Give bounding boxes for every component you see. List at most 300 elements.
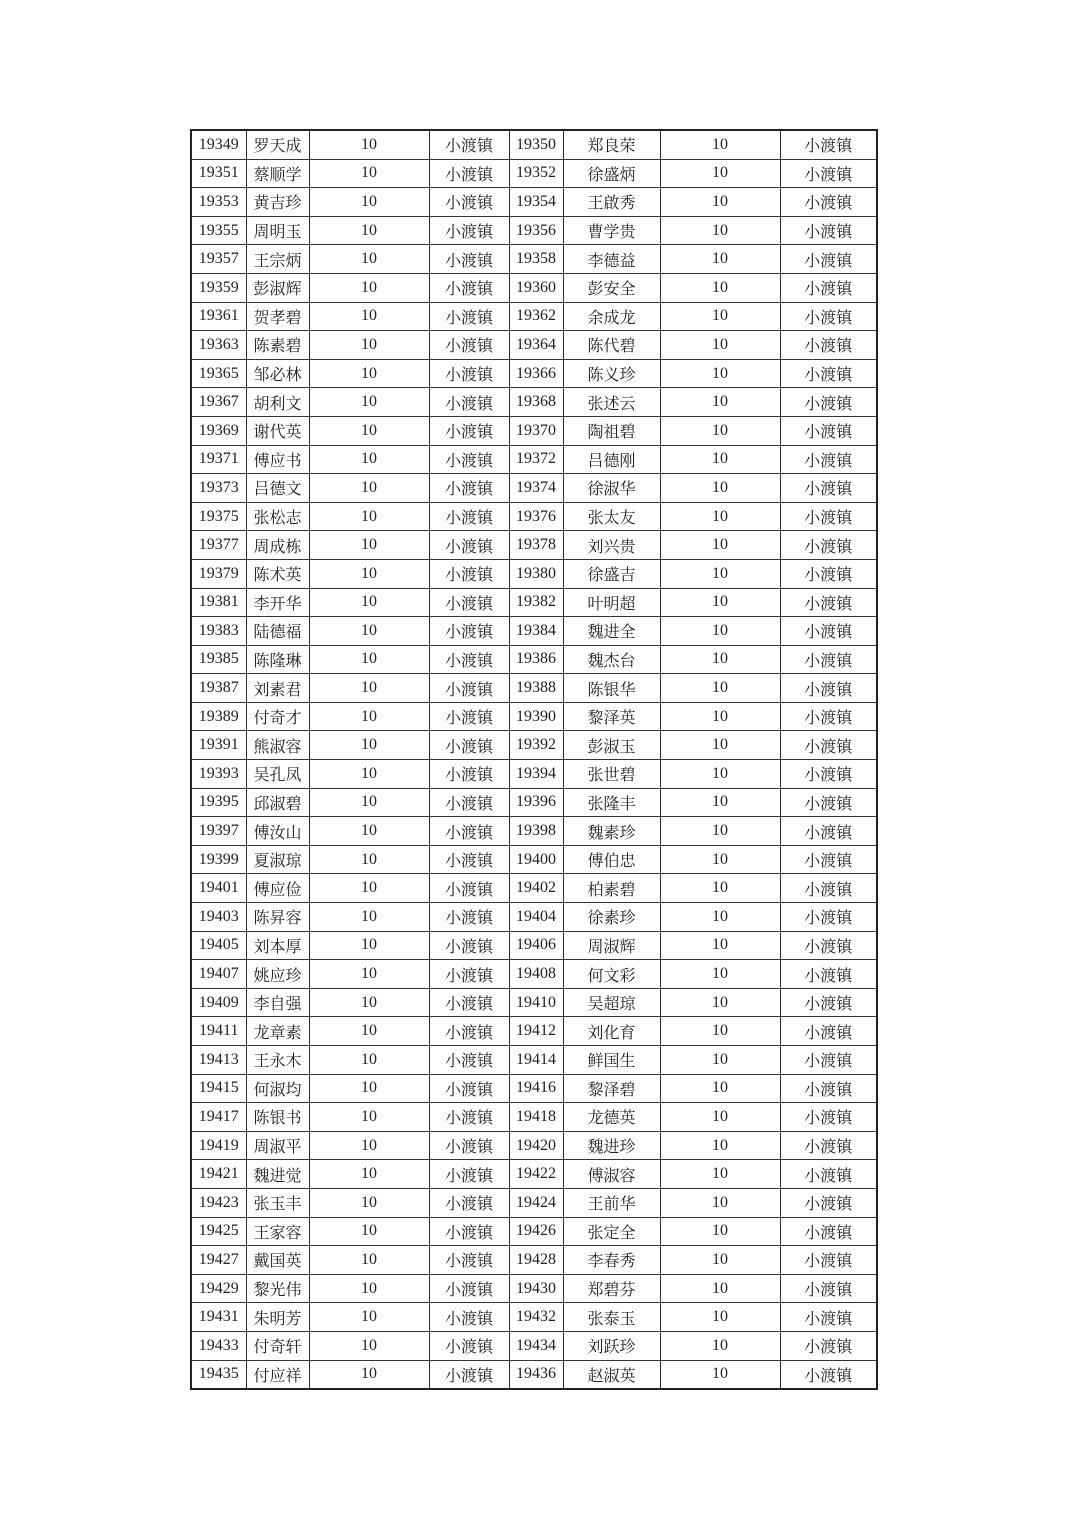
left-person-name-cell: 谢代英: [246, 416, 309, 445]
right-person-name-cell: 傅伯忠: [563, 845, 660, 874]
right-amount-cell: 10: [660, 1131, 780, 1160]
right-record-id-cell: 19388: [509, 674, 563, 703]
right-town-name-cell: 小渡镇: [780, 588, 877, 617]
right-amount-cell: 10: [660, 645, 780, 674]
left-person-name-cell: 李自强: [246, 988, 309, 1017]
left-town-name-cell: 小渡镇: [429, 760, 509, 789]
left-amount-cell: 10: [309, 1331, 429, 1360]
left-amount-cell: 10: [309, 359, 429, 388]
left-town-name-cell: 小渡镇: [429, 731, 509, 760]
right-person-name-cell: 郑良荣: [563, 130, 660, 159]
left-town-name-cell: 小渡镇: [429, 1046, 509, 1075]
right-person-name-cell: 彭淑玉: [563, 731, 660, 760]
right-amount-cell: 10: [660, 502, 780, 531]
right-amount-cell: 10: [660, 1188, 780, 1217]
right-town-name-cell: 小渡镇: [780, 788, 877, 817]
right-amount-cell: 10: [660, 273, 780, 302]
left-person-name-cell: 付奇才: [246, 702, 309, 731]
right-record-id-cell: 19412: [509, 1017, 563, 1046]
right-record-id-cell: 19398: [509, 817, 563, 846]
left-town-name-cell: 小渡镇: [429, 1246, 509, 1275]
table-row: [191, 1074, 877, 1103]
left-town-name-cell: 小渡镇: [429, 1017, 509, 1046]
right-town-name-cell: 小渡镇: [780, 531, 877, 560]
left-amount-cell: 10: [309, 130, 429, 159]
right-amount-cell: 10: [660, 731, 780, 760]
left-person-name-cell: 朱明芳: [246, 1303, 309, 1332]
table-row: [191, 1160, 877, 1189]
left-town-name-cell: 小渡镇: [429, 874, 509, 903]
right-amount-cell: 10: [660, 960, 780, 989]
left-town-name-cell: 小渡镇: [429, 159, 509, 188]
right-town-name-cell: 小渡镇: [780, 1046, 877, 1075]
right-record-id-cell: 19384: [509, 617, 563, 646]
left-town-name-cell: 小渡镇: [429, 1331, 509, 1360]
right-town-name-cell: 小渡镇: [780, 1274, 877, 1303]
left-record-id-cell: 19409: [191, 988, 246, 1017]
left-record-id-cell: 19397: [191, 817, 246, 846]
left-person-name-cell: 周明玉: [246, 216, 309, 245]
left-person-name-cell: 周成栋: [246, 531, 309, 560]
right-record-id-cell: 19400: [509, 845, 563, 874]
right-town-name-cell: 小渡镇: [780, 331, 877, 360]
left-town-name-cell: 小渡镇: [429, 1217, 509, 1246]
left-person-name-cell: 陈昇容: [246, 903, 309, 932]
right-person-name-cell: 叶明超: [563, 588, 660, 617]
left-town-name-cell: 小渡镇: [429, 1188, 509, 1217]
left-town-name-cell: 小渡镇: [429, 617, 509, 646]
left-person-name-cell: 陈银书: [246, 1103, 309, 1132]
right-person-name-cell: 陈代碧: [563, 331, 660, 360]
right-town-name-cell: 小渡镇: [780, 988, 877, 1017]
table-row: [191, 1188, 877, 1217]
table-row: [191, 531, 877, 560]
right-town-name-cell: 小渡镇: [780, 1131, 877, 1160]
table-row: [191, 588, 877, 617]
right-person-name-cell: 赵淑英: [563, 1360, 660, 1389]
right-person-name-cell: 徐素珍: [563, 903, 660, 932]
right-record-id-cell: 19432: [509, 1303, 563, 1332]
right-record-id-cell: 19416: [509, 1074, 563, 1103]
right-record-id-cell: 19392: [509, 731, 563, 760]
right-person-name-cell: 张定全: [563, 1217, 660, 1246]
left-town-name-cell: 小渡镇: [429, 817, 509, 846]
right-person-name-cell: 陶祖碧: [563, 416, 660, 445]
right-person-name-cell: 王前华: [563, 1188, 660, 1217]
left-record-id-cell: 19385: [191, 645, 246, 674]
right-record-id-cell: 19424: [509, 1188, 563, 1217]
left-person-name-cell: 龙章素: [246, 1017, 309, 1046]
right-amount-cell: 10: [660, 245, 780, 274]
right-town-name-cell: 小渡镇: [780, 445, 877, 474]
right-person-name-cell: 周淑辉: [563, 931, 660, 960]
left-town-name-cell: 小渡镇: [429, 416, 509, 445]
table-row: [191, 1360, 877, 1389]
left-person-name-cell: 黎光伟: [246, 1274, 309, 1303]
left-record-id-cell: 19351: [191, 159, 246, 188]
left-amount-cell: 10: [309, 674, 429, 703]
right-person-name-cell: 黎泽碧: [563, 1074, 660, 1103]
left-person-name-cell: 刘本厚: [246, 931, 309, 960]
left-record-id-cell: 19429: [191, 1274, 246, 1303]
left-record-id-cell: 19363: [191, 331, 246, 360]
left-amount-cell: 10: [309, 216, 429, 245]
left-town-name-cell: 小渡镇: [429, 359, 509, 388]
left-town-name-cell: 小渡镇: [429, 588, 509, 617]
table-row: [191, 988, 877, 1017]
left-record-id-cell: 19423: [191, 1188, 246, 1217]
right-record-id-cell: 19374: [509, 474, 563, 503]
left-town-name-cell: 小渡镇: [429, 845, 509, 874]
left-person-name-cell: 黄吉珍: [246, 188, 309, 217]
left-person-name-cell: 魏进觉: [246, 1160, 309, 1189]
right-person-name-cell: 王啟秀: [563, 188, 660, 217]
left-record-id-cell: 19427: [191, 1246, 246, 1275]
right-town-name-cell: 小渡镇: [780, 502, 877, 531]
left-person-name-cell: 陆德福: [246, 617, 309, 646]
right-town-name-cell: 小渡镇: [780, 474, 877, 503]
left-person-name-cell: 李开华: [246, 588, 309, 617]
right-person-name-cell: 魏素珍: [563, 817, 660, 846]
table-row: [191, 931, 877, 960]
table-row: [191, 645, 877, 674]
left-record-id-cell: 19357: [191, 245, 246, 274]
right-amount-cell: 10: [660, 388, 780, 417]
right-record-id-cell: 19364: [509, 331, 563, 360]
right-record-id-cell: 19418: [509, 1103, 563, 1132]
left-record-id-cell: 19411: [191, 1017, 246, 1046]
left-record-id-cell: 19405: [191, 931, 246, 960]
left-person-name-cell: 戴国英: [246, 1246, 309, 1275]
right-record-id-cell: 19386: [509, 645, 563, 674]
left-amount-cell: 10: [309, 474, 429, 503]
right-record-id-cell: 19414: [509, 1046, 563, 1075]
left-person-name-cell: 傅汝山: [246, 817, 309, 846]
left-amount-cell: 10: [309, 273, 429, 302]
left-amount-cell: 10: [309, 531, 429, 560]
left-record-id-cell: 19421: [191, 1160, 246, 1189]
left-town-name-cell: 小渡镇: [429, 273, 509, 302]
left-amount-cell: 10: [309, 1017, 429, 1046]
left-amount-cell: 10: [309, 788, 429, 817]
left-amount-cell: 10: [309, 388, 429, 417]
right-record-id-cell: 19354: [509, 188, 563, 217]
left-amount-cell: 10: [309, 645, 429, 674]
right-amount-cell: 10: [660, 331, 780, 360]
left-amount-cell: 10: [309, 988, 429, 1017]
right-town-name-cell: 小渡镇: [780, 817, 877, 846]
right-amount-cell: 10: [660, 903, 780, 932]
left-record-id-cell: 19425: [191, 1217, 246, 1246]
left-amount-cell: 10: [309, 559, 429, 588]
table-row: [191, 788, 877, 817]
left-record-id-cell: 19377: [191, 531, 246, 560]
right-town-name-cell: 小渡镇: [780, 645, 877, 674]
left-town-name-cell: 小渡镇: [429, 130, 509, 159]
table-row: [191, 1246, 877, 1275]
left-town-name-cell: 小渡镇: [429, 1303, 509, 1332]
left-record-id-cell: 19375: [191, 502, 246, 531]
right-town-name-cell: 小渡镇: [780, 188, 877, 217]
right-amount-cell: 10: [660, 817, 780, 846]
right-record-id-cell: 19368: [509, 388, 563, 417]
right-person-name-cell: 彭安全: [563, 273, 660, 302]
right-town-name-cell: 小渡镇: [780, 760, 877, 789]
left-town-name-cell: 小渡镇: [429, 903, 509, 932]
table-row: [191, 502, 877, 531]
left-person-name-cell: 蔡顺学: [246, 159, 309, 188]
left-amount-cell: 10: [309, 1303, 429, 1332]
right-amount-cell: 10: [660, 1217, 780, 1246]
right-town-name-cell: 小渡镇: [780, 159, 877, 188]
table-row: [191, 273, 877, 302]
right-town-name-cell: 小渡镇: [780, 1017, 877, 1046]
right-person-name-cell: 吕德刚: [563, 445, 660, 474]
left-town-name-cell: 小渡镇: [429, 502, 509, 531]
right-town-name-cell: 小渡镇: [780, 1074, 877, 1103]
left-town-name-cell: 小渡镇: [429, 960, 509, 989]
left-person-name-cell: 贺孝碧: [246, 302, 309, 331]
left-town-name-cell: 小渡镇: [429, 645, 509, 674]
right-record-id-cell: 19350: [509, 130, 563, 159]
right-record-id-cell: 19382: [509, 588, 563, 617]
left-amount-cell: 10: [309, 416, 429, 445]
left-person-name-cell: 陈隆琳: [246, 645, 309, 674]
left-amount-cell: 10: [309, 245, 429, 274]
right-amount-cell: 10: [660, 1331, 780, 1360]
left-town-name-cell: 小渡镇: [429, 1103, 509, 1132]
left-amount-cell: 10: [309, 1217, 429, 1246]
right-town-name-cell: 小渡镇: [780, 1103, 877, 1132]
left-person-name-cell: 王永木: [246, 1046, 309, 1075]
right-person-name-cell: 刘跃珍: [563, 1331, 660, 1360]
table-row: [191, 817, 877, 846]
right-town-name-cell: 小渡镇: [780, 931, 877, 960]
left-amount-cell: 10: [309, 502, 429, 531]
left-record-id-cell: 19369: [191, 416, 246, 445]
left-town-name-cell: 小渡镇: [429, 331, 509, 360]
right-record-id-cell: 19404: [509, 903, 563, 932]
table-row: [191, 1274, 877, 1303]
left-person-name-cell: 夏淑琼: [246, 845, 309, 874]
right-person-name-cell: 徐淑华: [563, 474, 660, 503]
left-amount-cell: 10: [309, 1046, 429, 1075]
right-amount-cell: 10: [660, 1274, 780, 1303]
right-person-name-cell: 郑碧芬: [563, 1274, 660, 1303]
right-record-id-cell: 19402: [509, 874, 563, 903]
right-town-name-cell: 小渡镇: [780, 359, 877, 388]
left-record-id-cell: 19395: [191, 788, 246, 817]
right-town-name-cell: 小渡镇: [780, 960, 877, 989]
right-amount-cell: 10: [660, 988, 780, 1017]
left-record-id-cell: 19419: [191, 1131, 246, 1160]
right-amount-cell: 10: [660, 1103, 780, 1132]
right-amount-cell: 10: [660, 674, 780, 703]
table-row: [191, 130, 877, 159]
left-amount-cell: 10: [309, 617, 429, 646]
left-person-name-cell: 胡利文: [246, 388, 309, 417]
left-person-name-cell: 陈素碧: [246, 331, 309, 360]
right-town-name-cell: 小渡镇: [780, 617, 877, 646]
table-row: [191, 216, 877, 245]
left-amount-cell: 10: [309, 845, 429, 874]
table-row: [191, 559, 877, 588]
left-record-id-cell: 19371: [191, 445, 246, 474]
left-amount-cell: 10: [309, 445, 429, 474]
right-town-name-cell: 小渡镇: [780, 1360, 877, 1389]
left-town-name-cell: 小渡镇: [429, 1131, 509, 1160]
table-row: [191, 331, 877, 360]
right-person-name-cell: 张太友: [563, 502, 660, 531]
left-record-id-cell: 19393: [191, 760, 246, 789]
right-amount-cell: 10: [660, 1017, 780, 1046]
left-record-id-cell: 19407: [191, 960, 246, 989]
left-record-id-cell: 19417: [191, 1103, 246, 1132]
left-amount-cell: 10: [309, 874, 429, 903]
right-town-name-cell: 小渡镇: [780, 388, 877, 417]
left-amount-cell: 10: [309, 1188, 429, 1217]
right-amount-cell: 10: [660, 302, 780, 331]
left-town-name-cell: 小渡镇: [429, 531, 509, 560]
table-row: [191, 1131, 877, 1160]
table-row: [191, 359, 877, 388]
right-amount-cell: 10: [660, 1303, 780, 1332]
right-amount-cell: 10: [660, 416, 780, 445]
table-row: [191, 416, 877, 445]
table-row: [191, 302, 877, 331]
right-record-id-cell: 19426: [509, 1217, 563, 1246]
left-town-name-cell: 小渡镇: [429, 931, 509, 960]
table-row: [191, 1217, 877, 1246]
right-person-name-cell: 徐盛炳: [563, 159, 660, 188]
table-row: [191, 731, 877, 760]
right-record-id-cell: 19420: [509, 1131, 563, 1160]
right-record-id-cell: 19430: [509, 1274, 563, 1303]
right-person-name-cell: 余成龙: [563, 302, 660, 331]
right-record-id-cell: 19394: [509, 760, 563, 789]
left-person-name-cell: 傅应书: [246, 445, 309, 474]
left-record-id-cell: 19359: [191, 273, 246, 302]
left-person-name-cell: 邱淑碧: [246, 788, 309, 817]
right-record-id-cell: 19436: [509, 1360, 563, 1389]
right-amount-cell: 10: [660, 445, 780, 474]
table-row: [191, 388, 877, 417]
left-person-name-cell: 吴孔凤: [246, 760, 309, 789]
right-town-name-cell: 小渡镇: [780, 1303, 877, 1332]
table-row: [191, 903, 877, 932]
left-town-name-cell: 小渡镇: [429, 559, 509, 588]
left-record-id-cell: 19361: [191, 302, 246, 331]
left-record-id-cell: 19431: [191, 1303, 246, 1332]
right-town-name-cell: 小渡镇: [780, 1331, 877, 1360]
right-town-name-cell: 小渡镇: [780, 845, 877, 874]
right-record-id-cell: 19434: [509, 1331, 563, 1360]
right-town-name-cell: 小渡镇: [780, 245, 877, 274]
right-record-id-cell: 19406: [509, 931, 563, 960]
right-person-name-cell: 陈银华: [563, 674, 660, 703]
right-amount-cell: 10: [660, 931, 780, 960]
right-record-id-cell: 19362: [509, 302, 563, 331]
table-row: [191, 674, 877, 703]
left-person-name-cell: 王宗炳: [246, 245, 309, 274]
right-town-name-cell: 小渡镇: [780, 874, 877, 903]
right-town-name-cell: 小渡镇: [780, 273, 877, 302]
right-record-id-cell: 19366: [509, 359, 563, 388]
left-record-id-cell: 19413: [191, 1046, 246, 1075]
table-row: [191, 159, 877, 188]
left-person-name-cell: 邹必林: [246, 359, 309, 388]
right-record-id-cell: 19352: [509, 159, 563, 188]
right-amount-cell: 10: [660, 760, 780, 789]
left-person-name-cell: 罗天成: [246, 130, 309, 159]
left-person-name-cell: 付奇轩: [246, 1331, 309, 1360]
left-record-id-cell: 19381: [191, 588, 246, 617]
right-amount-cell: 10: [660, 874, 780, 903]
left-town-name-cell: 小渡镇: [429, 788, 509, 817]
table-row: [191, 474, 877, 503]
right-person-name-cell: 刘兴贵: [563, 531, 660, 560]
left-record-id-cell: 19353: [191, 188, 246, 217]
right-record-id-cell: 19380: [509, 559, 563, 588]
left-town-name-cell: 小渡镇: [429, 245, 509, 274]
right-record-id-cell: 19358: [509, 245, 563, 274]
left-person-name-cell: 张玉丰: [246, 1188, 309, 1217]
right-town-name-cell: 小渡镇: [780, 1160, 877, 1189]
table-row: [191, 1331, 877, 1360]
left-amount-cell: 10: [309, 1360, 429, 1389]
right-amount-cell: 10: [660, 188, 780, 217]
left-town-name-cell: 小渡镇: [429, 1274, 509, 1303]
left-amount-cell: 10: [309, 1160, 429, 1189]
left-record-id-cell: 19373: [191, 474, 246, 503]
left-record-id-cell: 19367: [191, 388, 246, 417]
table-row: [191, 617, 877, 646]
left-person-name-cell: 付应祥: [246, 1360, 309, 1389]
left-amount-cell: 10: [309, 903, 429, 932]
right-amount-cell: 10: [660, 617, 780, 646]
right-person-name-cell: 魏杰台: [563, 645, 660, 674]
table-row: [191, 1046, 877, 1075]
right-amount-cell: 10: [660, 1246, 780, 1275]
left-amount-cell: 10: [309, 1103, 429, 1132]
right-amount-cell: 10: [660, 531, 780, 560]
right-person-name-cell: 魏进全: [563, 617, 660, 646]
left-amount-cell: 10: [309, 331, 429, 360]
right-town-name-cell: 小渡镇: [780, 416, 877, 445]
left-person-name-cell: 吕德文: [246, 474, 309, 503]
right-amount-cell: 10: [660, 359, 780, 388]
left-record-id-cell: 19355: [191, 216, 246, 245]
left-record-id-cell: 19391: [191, 731, 246, 760]
left-town-name-cell: 小渡镇: [429, 188, 509, 217]
right-person-name-cell: 何文彩: [563, 960, 660, 989]
roster-body: [191, 130, 877, 1389]
left-person-name-cell: 刘素君: [246, 674, 309, 703]
right-amount-cell: 10: [660, 1160, 780, 1189]
table-row: [191, 960, 877, 989]
right-person-name-cell: 刘化育: [563, 1017, 660, 1046]
left-town-name-cell: 小渡镇: [429, 474, 509, 503]
right-amount-cell: 10: [660, 788, 780, 817]
right-record-id-cell: 19422: [509, 1160, 563, 1189]
left-person-name-cell: 熊淑容: [246, 731, 309, 760]
right-town-name-cell: 小渡镇: [780, 559, 877, 588]
right-town-name-cell: 小渡镇: [780, 1217, 877, 1246]
left-record-id-cell: 19403: [191, 903, 246, 932]
right-town-name-cell: 小渡镇: [780, 216, 877, 245]
right-amount-cell: 10: [660, 588, 780, 617]
right-town-name-cell: 小渡镇: [780, 1188, 877, 1217]
